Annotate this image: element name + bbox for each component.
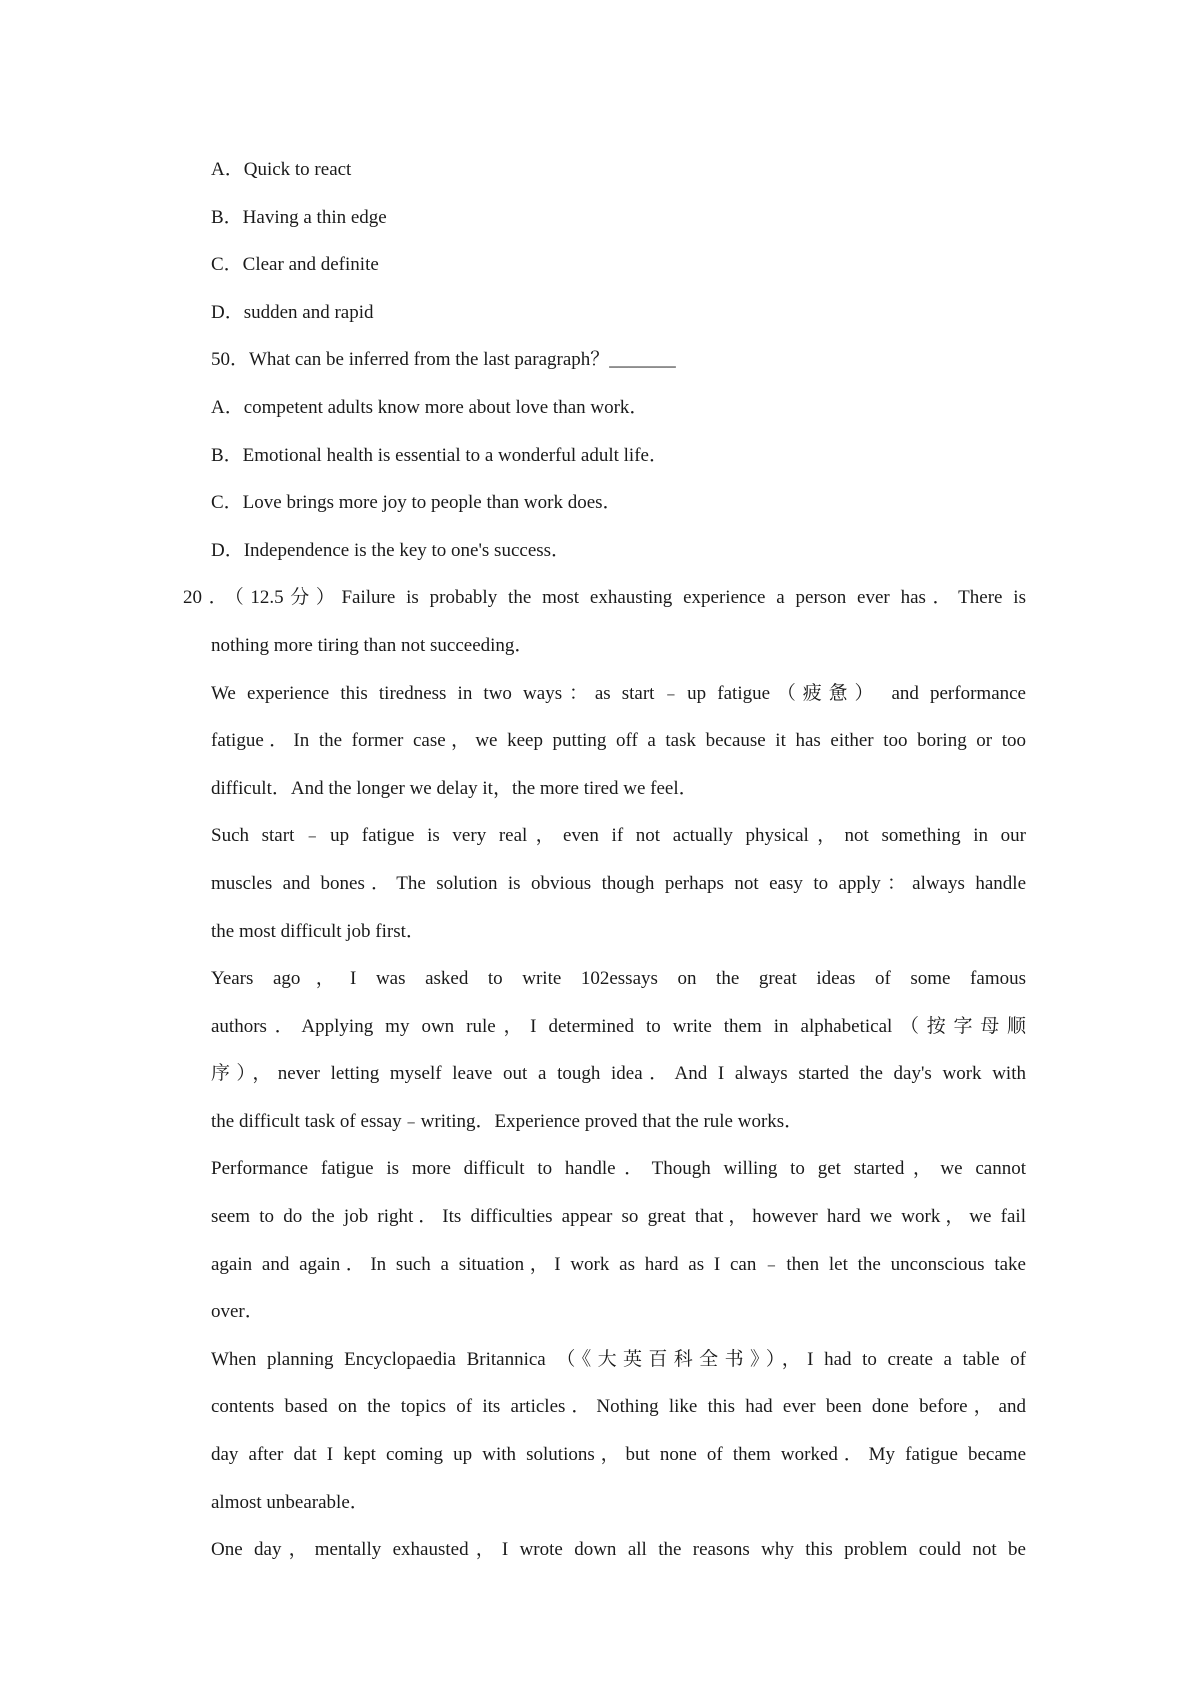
option-line: C．Love brings more joy to people than work does． xyxy=(211,492,622,514)
passage-line: Years ago，I was asked to write 102essays on the great ideas of some famous xyxy=(211,968,1026,990)
passage-line: contents based on the topics of its articles．Nothing like this had ever been done before，and xyxy=(211,1396,1026,1418)
passage-line: fatigue．In the former case，we keep putting off a task because it has either too boring or too xyxy=(211,730,1026,752)
passage-line: We experience this tiredness in two ways：as start﹣up fatigue（疲惫） and performance xyxy=(211,682,1026,704)
option-line: A．competent adults know more about love than work． xyxy=(211,396,649,418)
document-page xyxy=(0,146,1200,1574)
passage-line: again and again．In such a situation，I work as hard as I can﹣then let the unconscious take xyxy=(211,1253,1026,1275)
passage-paragraph xyxy=(0,1336,1200,1526)
question-number: 20． xyxy=(183,587,235,609)
option-line: B．Having a thin edge xyxy=(211,206,387,228)
passage-line: muscles and bones．The solution is obvious though perhaps not easy to apply：always handle xyxy=(211,872,1026,894)
passage-line: Performance fatigue is more difficult to handle．Though willing to get started，we cannot xyxy=(211,1158,1026,1180)
option-line: C．Clear and definite xyxy=(211,254,379,276)
passage-line: the difficult task of essay﹣writing．Experience proved that the rule works． xyxy=(211,1110,804,1132)
passage-line: Such start﹣up fatigue is very real，even if not actually physical，not something in our xyxy=(211,825,1026,847)
previous-question-options xyxy=(0,146,1200,336)
passage-line: day after dat I kept coming up with solutions，but none of them worked．My fatigue became xyxy=(211,1444,1026,1466)
passage-line: over． xyxy=(211,1301,264,1323)
passage-line: seem to do the job right．Its difficulties appear so great that，however hard we work，we fail xyxy=(211,1206,1026,1228)
passage-line: When planning Encyclopaedia Britannica （《大英百科全书》），I had to create a table of xyxy=(211,1348,1026,1370)
option-line: A．Quick to react xyxy=(211,159,352,180)
passage-line: 序），never letting myself leave out a tough idea．And I always started the day's work with xyxy=(211,1063,1026,1085)
question-20 xyxy=(0,574,1200,1573)
passage-line: One day，mentally exhausted，I wrote down all the reasons why this problem could not be xyxy=(211,1539,1026,1561)
passage-paragraph xyxy=(0,812,1200,955)
passage-paragraph xyxy=(0,670,1200,813)
passage-line: nothing more tiring than not succeeding． xyxy=(211,634,534,656)
passage-body xyxy=(0,670,1200,1574)
question-50-options xyxy=(0,384,1200,574)
passage-line: almost unbearable． xyxy=(211,1491,369,1513)
passage-paragraph xyxy=(0,1526,1200,1574)
passage-line: authors．Applying my own rule，I determined to write them in alphabetical（按字母顺 xyxy=(211,1015,1026,1037)
passage-line: Failure is probably the most exhausting experience a person ever has．There is xyxy=(341,587,1026,609)
question-50 xyxy=(0,336,1200,574)
question-stem: 50．What can be inferred from the last paragraph？_______ xyxy=(211,349,676,371)
passage-line: the most difficult job first． xyxy=(211,920,425,942)
option-line: B．Emotional health is essential to a wonderful adult life． xyxy=(211,444,668,466)
question-20-first-line xyxy=(183,574,1026,622)
option-line: D．sudden and rapid xyxy=(211,301,374,323)
passage-line: difficult．And the longer we delay it，the more tired we feel． xyxy=(211,777,698,799)
question-score: （12.5分） xyxy=(234,587,342,609)
passage-paragraph xyxy=(0,955,1200,1145)
option-line: D．Independence is the key to one's success． xyxy=(211,539,571,561)
passage-paragraph xyxy=(0,1145,1200,1335)
